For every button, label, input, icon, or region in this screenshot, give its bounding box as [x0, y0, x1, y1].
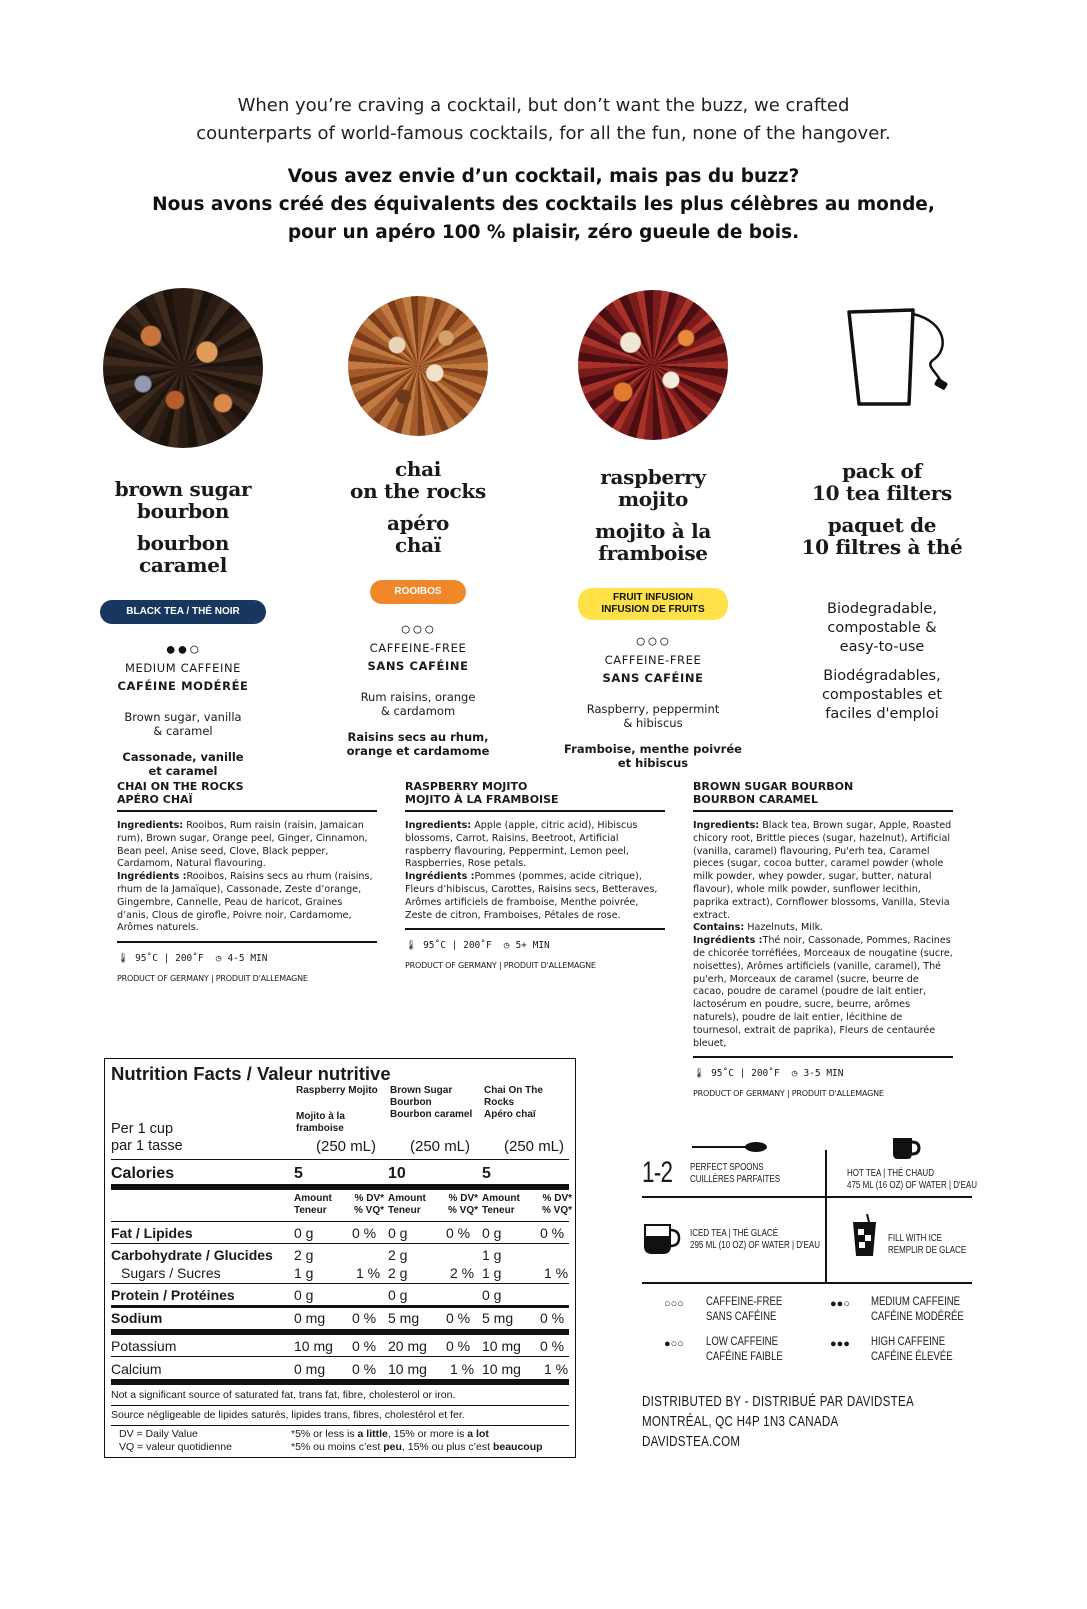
brew-bottom-divider [642, 1282, 972, 1284]
col3-fat: 0 g [482, 1225, 502, 1241]
caffeine-dots: ○○○ [635, 631, 671, 651]
intro-fr-line3: pour un apéro 100 % plaisir, zéro gueule de bois. [287, 222, 800, 243]
iced-tea-label [690, 1228, 820, 1252]
col1-carb: 2 g [294, 1247, 314, 1263]
brew-info [117, 953, 377, 964]
title-en: CHAI ON THE ROCKS [117, 780, 244, 793]
brown-sugar-bourbon-name-fr [78, 532, 288, 578]
brew-time: 5+ MIN [515, 940, 550, 952]
ingredients-en [693, 820, 953, 922]
caffeine-legend [664, 1294, 984, 1374]
legend-dots-low: ●○○ [664, 1338, 684, 1350]
chai-tea-image [348, 296, 488, 436]
name-en-line1: raspberry [600, 465, 706, 489]
name-fr-line2: framboise [598, 541, 708, 565]
legend-low-en: LOW CAFFEINE [706, 1334, 779, 1348]
brew-vertical-divider [825, 1150, 827, 1284]
iced-mug-icon [642, 1222, 682, 1256]
text-fr: Thé noir, Cassonade, Pommes, Racines de chicorée torréfiées, Morceaux de nougatine (sucre, noisettes), Arômes artificiels (vanille, caramel), Thé pu'erh, Morceaux de caramel (sucre, beurre de cacao, poudre de caramel (poudre de lait entier, lactosérum en poudre, sucre, beurre, arômes naturels), poudre de lait entier, lécithine de tournesol, extrait de paprika), Fleurs de centaurée bleuet, [693, 935, 953, 1049]
flavour-fr-line1: Cassonade, vanille [122, 750, 244, 764]
name-en-line1: brown sugar [114, 477, 252, 501]
name-en-line2: bourbon [136, 499, 230, 523]
legend-medium-fr: CAFÉINE MODÉRÉE [871, 1309, 964, 1323]
vq-note-d: beaucoup [492, 1441, 543, 1453]
col2-potassium-dv: 0 % [446, 1338, 471, 1354]
ingredients-text [117, 820, 377, 943]
ice-line2: REMPLIR DE GLACE [888, 1245, 967, 1256]
legend-high-en: HIGH CAFFEINE [871, 1334, 946, 1348]
legend-free-en: CAFFEINE-FREE [706, 1294, 783, 1308]
intro-french [0, 163, 1087, 247]
vq-note-c: , 15% ou plus c’est [401, 1441, 493, 1453]
col3-calories: 5 [482, 1165, 491, 1182]
desc-fr-line2: compostables et [821, 687, 943, 703]
tea-filter-svg [837, 300, 957, 420]
name-en-line1: pack of [842, 459, 922, 483]
black-tea-badge: BLACK TEA / THÉ NOIR [100, 600, 266, 624]
ingredients-en [117, 820, 377, 871]
brew-temp: 95˚C | 200˚F [711, 1068, 780, 1080]
amount-fr: Teneur [294, 1205, 327, 1216]
dv-en: % DV* [448, 1193, 478, 1204]
col2-fat-dv: 0 % [446, 1225, 471, 1241]
name-fr-line1: paquet de [827, 513, 937, 537]
name-en-line2: on the rocks [350, 479, 486, 503]
col3-name-fr: Apéro chaï [484, 1109, 536, 1120]
chai-name-fr [313, 512, 523, 558]
hot-line1: HOT TEA | THÉ CHAUD [847, 1168, 934, 1179]
ingredients-fr [405, 871, 665, 922]
fruit-infusion-badge [578, 588, 728, 620]
legend-free-fr: SANS CAFÉINE [706, 1309, 777, 1323]
col2-calcium-dv: 1 % [450, 1361, 475, 1377]
legend-free [706, 1294, 782, 1324]
ingredients-fr [693, 935, 953, 1050]
ingredients-text [693, 820, 953, 1058]
col3-potassium: 10 mg [482, 1338, 521, 1354]
amount-fr: Teneur [482, 1205, 515, 1216]
origin: PRODUCT OF GERMANY | PRODUIT D'ALLEMAGNE [405, 961, 596, 971]
caffeine-fr: SANS CAFÉINE [367, 659, 469, 673]
origin: PRODUCT OF GERMANY | PRODUIT D'ALLEMAGNE [693, 1089, 884, 1099]
col1-name-fr2: framboise [296, 1123, 344, 1134]
ingredients-raspberry-mojito [405, 780, 665, 970]
col3-potassium-dv: 0 % [540, 1338, 565, 1354]
flavour-en [78, 710, 288, 738]
title-fr: BOURBON CARAMEL [693, 793, 818, 806]
product-raspberry-mojito [548, 278, 758, 770]
col1-serving: (250 mL) [316, 1138, 377, 1155]
desc-en-line2: compostable & [827, 620, 937, 636]
col1-potassium-dv: 0 % [352, 1338, 377, 1354]
flavour-en [313, 690, 523, 718]
spoons-label [690, 1162, 780, 1186]
col1-sugar: 1 g [294, 1265, 314, 1281]
flavour-fr-line2: et caramel [148, 764, 218, 778]
raspberry-mojito-tea-image [578, 290, 728, 440]
title-en: RASPBERRY MOJITO [405, 780, 528, 793]
thermometer-icon: 🌡 [117, 953, 130, 965]
per-fr: par 1 tasse [111, 1138, 183, 1154]
ingredients-brown-sugar-bourbon [693, 780, 953, 1098]
flavour-en-line2: & cardamom [380, 704, 456, 718]
col2-calcium: 10 mg [388, 1361, 427, 1377]
tea-filters-name-en [777, 460, 987, 506]
text-fr: Pommes (pommes, acide citrique), Fleurs d’hibiscus, Carottes, Raisins secs, Betteraves, Arômes artificiels de framboise, Menthe poivrée, Zeste de citron, Framboises, Pétales de rose. [405, 871, 658, 921]
caffeine-en: CAFFEINE-FREE [604, 653, 702, 667]
col3-amount-header [482, 1193, 576, 1217]
dv-notes [291, 1428, 543, 1454]
nutrition-facts-table [104, 1058, 576, 1458]
col2-name-fr: Bourbon caramel [390, 1109, 473, 1120]
ingredients-title [117, 780, 377, 812]
flavour-fr-line1: Framboise, menthe poivrée [564, 742, 742, 756]
amount-en: Amount [294, 1193, 332, 1204]
rooibos-badge: ROOIBOS [370, 580, 466, 604]
flavour-en [548, 702, 758, 730]
flavour-en-line1: Raspberry, peppermint [586, 702, 720, 716]
distributor-line1: DISTRIBUTED BY - DISTRIBUÉ PAR DAVIDSTEA [642, 1394, 914, 1410]
legend-low [706, 1334, 783, 1364]
timer-icon: ◷ [503, 940, 510, 952]
dv-note-c: , 15% or more is [387, 1428, 468, 1440]
dv-en: % DV* [542, 1193, 572, 1204]
product-brown-sugar-bourbon [78, 278, 288, 778]
caffeine-en: MEDIUM CAFFEINE [124, 661, 242, 675]
name-en-line2: 10 tea filters [811, 481, 953, 505]
text-en: Black tea, Brown sugar, Apple, Roasted chicory root, Brittle pieces (sugar, hazelnut), Artificial (vanilla, caramel) flavouring, Pu'erh tea, Caramel pieces (sugar, cocoa butter, caramel powder (whole milk powder, whey powder, sugar, butter, natural flavour), whole milk powder, sunflower lecithin, paprika extract), Cornflower blossoms, Vanilla, Stevia extract. [693, 820, 952, 921]
col2-amount-header [388, 1193, 482, 1217]
col2-carb: 2 g [388, 1247, 408, 1263]
label-fr: Ingrédients : [693, 935, 763, 947]
ice-glass-icon [850, 1214, 880, 1258]
brew-time: 4-5 MIN [227, 953, 268, 965]
col3-sodium: 5 mg [482, 1310, 514, 1326]
flavour-fr-line1: Raisins secs au rhum, [347, 730, 489, 744]
text-fr: Rooibos, Raisins secs au rhum (raisins, rhum de la Jamaïque), Cassonade, Zeste d’orange, Gingembre, Cannelle, Peau de haricot, Graines d’anis, Clous de girofle, Poivre noir, Cardamome, Arômes naturels. [117, 871, 373, 934]
ingredients-fr [117, 871, 377, 935]
spoons-fr: CUILLÈRES PARFAITES [690, 1174, 781, 1185]
fill-ice-label [888, 1233, 966, 1257]
dv-fr: % VQ* [447, 1205, 478, 1216]
raspberry-mojito-name-fr [548, 520, 758, 566]
caffeine-fr: CAFÉINE MODÉRÉE [117, 679, 249, 693]
name-fr-line1: bourbon [136, 531, 230, 555]
flavour-en-line2: & hibiscus [623, 716, 683, 730]
sugar-label: Sugars / Sucres [121, 1265, 221, 1281]
distributor-info [642, 1392, 914, 1452]
col1-potassium: 10 mg [294, 1338, 333, 1354]
flavour-en-line1: Brown sugar, vanilla [124, 710, 242, 724]
col1-fat: 0 g [294, 1225, 314, 1241]
col2-sodium-dv: 0 % [446, 1310, 471, 1326]
col3-carb: 1 g [482, 1247, 502, 1263]
ingredients-title [405, 780, 665, 812]
timer-icon: ◷ [791, 1068, 798, 1080]
protein-label: Protein / Protéines [111, 1287, 235, 1303]
divider [111, 1305, 569, 1308]
note-en: Not a significant source of saturated fat, trans fat, fibre, cholesterol or iron. [111, 1389, 456, 1401]
col3-sodium-dv: 0 % [540, 1310, 565, 1326]
title-fr: APÉRO CHAÏ [117, 793, 193, 806]
text-contains: Hazelnuts, Milk. [747, 922, 824, 934]
dv-en: % DV* [354, 1193, 384, 1204]
sodium-label: Sodium [111, 1310, 163, 1326]
flavour-fr [548, 742, 758, 770]
chai-name-en [313, 458, 523, 504]
col1-protein: 0 g [294, 1287, 314, 1303]
col2-serving: (250 mL) [410, 1138, 471, 1155]
desc-en-line1: Biodegradable, [827, 601, 937, 617]
col2-fat: 0 g [388, 1225, 408, 1241]
legend-low-fr: CAFÉINE FAIBLE [706, 1349, 783, 1363]
intro-fr-line2: Nous avons créé des équivalents des cocktails les plus célèbres au monde, [152, 194, 935, 215]
col2-protein: 0 g [388, 1287, 408, 1303]
name-fr-line2: 10 filtres à thé [801, 535, 963, 559]
text-en: Apple (apple, citric acid), Hibiscus blossoms, Carrot, Raisins, Beetroot, Artificial raspberry flavouring, Peppermint, Lemon peel, Raspberries, Rose petals. [405, 820, 638, 870]
dv-note-en [291, 1428, 543, 1441]
divider [111, 1283, 569, 1284]
carb-label: Carbohydrate / Glucides [111, 1247, 273, 1263]
thick-divider [111, 1329, 569, 1335]
label-en: Ingredients: [117, 820, 184, 831]
calories-label: Calories [111, 1165, 175, 1182]
caffeine-fr: SANS CAFÉINE [602, 671, 704, 685]
divider [111, 1356, 569, 1357]
divider [111, 1221, 569, 1222]
flavour-fr-line2: et hibiscus [617, 756, 689, 770]
title-fr: MOJITO À LA FRAMBOISE [405, 793, 559, 806]
col2-calories: 10 [388, 1165, 406, 1182]
legend-medium-en: MEDIUM CAFFEINE [871, 1294, 961, 1308]
legend-medium [871, 1294, 964, 1324]
desc-fr-line3: faciles d'emploi [825, 706, 939, 722]
label-fr: Ingrédients : [117, 871, 187, 883]
timer-icon: ◷ [215, 953, 222, 965]
col1-calcium: 0 mg [294, 1361, 326, 1377]
iced-line2: 295 ML (10 OZ) OF WATER | D'EAU [690, 1240, 820, 1251]
col3-calcium: 10 mg [482, 1361, 521, 1377]
name-en-line2: mojito [617, 487, 689, 511]
legend-high [871, 1334, 953, 1364]
divider [111, 1243, 569, 1244]
flavour-en-line2: & caramel [153, 724, 213, 738]
col1-calories: 5 [294, 1165, 303, 1182]
name-en-line1: chai [394, 457, 442, 481]
intro-fr-line1: Vous avez envie d’un cocktail, mais pas du buzz? [287, 166, 800, 187]
badge-line1: FRUIT INFUSION [613, 592, 693, 603]
thermometer-icon: 🌡 [693, 1068, 706, 1080]
spoons-en: PERFECT SPOONS [690, 1162, 764, 1173]
dv-definitions [119, 1428, 232, 1454]
col3-sugar-dv: 1 % [544, 1265, 569, 1281]
product-chai-on-the-rocks [313, 278, 523, 758]
col2-sugar-dv: 2 % [450, 1265, 475, 1281]
ingredients-text [405, 820, 665, 930]
col2-sodium: 5 mg [388, 1310, 420, 1326]
divider [111, 1405, 569, 1406]
col1-sodium: 0 mg [294, 1310, 326, 1326]
col1-amount-header [294, 1193, 388, 1217]
text-en: Rooibos, Rum raisin (raisin, Jamaican rum), Brown sugar, Orange peel, Ginger, Cinnamon, Bean peel, Anise seed, Clove, Black pepper, Cardamom, Natural flavouring. [117, 820, 368, 870]
col2-name-en2: Bourbon [390, 1097, 432, 1108]
hot-line2: 475 ML (16 OZ) OF WATER | D'EAU [847, 1180, 977, 1191]
ingredients-contains [693, 922, 953, 935]
divider [111, 1425, 569, 1426]
thermometer-icon: 🌡 [405, 940, 418, 952]
brew-info [693, 1068, 953, 1079]
note-fr: Source négligeable de lipides saturés, lipides trans, fibres, cholestérol et fer. [111, 1409, 465, 1421]
caffeine-dots: ●●○ [165, 639, 201, 659]
divider [111, 1159, 569, 1160]
thick-divider [111, 1184, 569, 1190]
ice-line1: FILL WITH ICE [888, 1233, 942, 1244]
dv-fr: % VQ* [541, 1205, 572, 1216]
hot-mug-icon [890, 1132, 922, 1162]
col3-name-en1: Chai On The [484, 1085, 543, 1096]
tea-filters-desc-en [777, 600, 987, 657]
legend-high-fr: CAFÉINE ÉLEVÉE [871, 1349, 953, 1363]
serving-label [111, 1121, 183, 1155]
brew-horizontal-divider [642, 1196, 972, 1198]
col3-protein: 0 g [482, 1287, 502, 1303]
title-en: BROWN SUGAR BOURBON [693, 780, 854, 793]
label-en: Ingredients: [405, 820, 472, 831]
desc-fr-line1: Biodégradables, [823, 668, 941, 684]
brown-sugar-bourbon-name-en [78, 478, 288, 524]
name-fr-line2: chaï [394, 533, 442, 557]
col2-sugar: 2 g [388, 1265, 408, 1281]
brew-temp: 95˚C | 200˚F [135, 953, 204, 965]
spoons-count: 1-2 [642, 1156, 673, 1189]
dv-fr: % VQ* [353, 1205, 384, 1216]
origin: PRODUCT OF GERMANY | PRODUIT D'ALLEMAGNE [117, 974, 308, 984]
brew-time: 3-5 MIN [803, 1068, 844, 1080]
potassium-label: Potassium [111, 1338, 177, 1354]
col1-name-en: Raspberry Mojito [296, 1085, 378, 1096]
col3-serving: (250 mL) [504, 1138, 565, 1155]
col1-sodium-dv: 0 % [352, 1310, 377, 1326]
label-fr: Ingrédients : [405, 871, 475, 883]
ingredients-en [405, 820, 665, 871]
dv-note-d: a lot [467, 1428, 489, 1440]
name-fr-line1: mojito à la [594, 519, 712, 543]
flavour-fr-line2: orange et cardamome [346, 744, 490, 758]
flavour-fr [313, 730, 523, 758]
raspberry-mojito-name-en [548, 466, 758, 512]
legend-dots-free: ○○○ [664, 1298, 684, 1310]
col1-calcium-dv: 0 % [352, 1361, 377, 1377]
spoon-icon [690, 1140, 770, 1154]
caffeine-dots: ○○○ [400, 619, 436, 639]
col3-fat-dv: 0 % [540, 1225, 565, 1241]
brew-info [405, 940, 665, 951]
nutrition-title: Nutrition Facts / Valeur nutritive [111, 1063, 391, 1084]
label-en: Ingredients: [693, 820, 760, 831]
intro-english [0, 92, 1087, 148]
col3-header [484, 1085, 576, 1121]
label-contains: Contains: [693, 922, 745, 934]
tea-filters-desc-fr [777, 667, 987, 724]
fat-label: Fat / Lipides [111, 1225, 193, 1241]
flavour-en-line1: Rum raisins, orange [360, 690, 476, 704]
caffeine-en: CAFFEINE-FREE [369, 641, 467, 655]
col2-header [390, 1085, 482, 1121]
dv-def: DV = Daily Value [119, 1428, 198, 1440]
distributor-website-link[interactable]: DAVIDSTEA.COM [642, 1434, 741, 1450]
ingredients-title [693, 780, 953, 812]
dv-note-b: a little [357, 1428, 388, 1440]
dv-note-a: *5% or less is [291, 1428, 358, 1440]
name-fr-line2: caramel [138, 553, 228, 577]
iced-line1: ICED TEA | THÉ GLACÉ [690, 1228, 779, 1239]
col3-calcium-dv: 1 % [544, 1361, 569, 1377]
desc-en-line3: easy-to-use [839, 639, 925, 655]
amount-fr: Teneur [388, 1205, 421, 1216]
flavour-fr [78, 750, 288, 778]
badge-line2: INFUSION DE FRUITS [601, 604, 705, 615]
col1-sugar-dv: 1 % [356, 1265, 381, 1281]
col1-header [296, 1085, 388, 1135]
col2-name-en1: Brown Sugar [390, 1085, 453, 1096]
brew-temp: 95˚C | 200˚F [423, 940, 492, 952]
col3-sugar: 1 g [482, 1265, 502, 1281]
dv-note-fr [291, 1441, 543, 1454]
amount-en: Amount [388, 1193, 426, 1204]
amount-en: Amount [482, 1193, 520, 1204]
col3-name-en2: Rocks [484, 1097, 515, 1108]
name-fr-line1: apéro [386, 511, 450, 535]
intro-en-line2: counterparts of world-famous cocktails, for all the fun, none of the hangover. [196, 123, 891, 144]
col1-name-fr1: Mojito à la [296, 1111, 345, 1122]
vq-note-a: *5% ou moins c’est [291, 1441, 384, 1453]
calcium-label: Calcium [111, 1361, 162, 1377]
thick-divider [111, 1379, 569, 1385]
per-en: Per 1 cup [111, 1121, 174, 1137]
distributor-line2: MONTRÉAL, QC H4P 1N3 CANADA [642, 1414, 839, 1430]
hot-tea-label [847, 1168, 977, 1192]
brewing-guide [642, 1130, 977, 1285]
tea-filter-icon [777, 278, 987, 448]
brown-sugar-bourbon-tea-image [103, 288, 263, 448]
legend-dots-medium: ●●○ [830, 1298, 850, 1310]
vq-note-b: peu [383, 1441, 402, 1453]
ingredients-chai [117, 780, 377, 983]
intro-en-line1: When you’re craving a cocktail, but don’t want the buzz, we crafted [237, 95, 850, 116]
legend-dots-high: ●●● [830, 1338, 850, 1350]
vq-def: VQ = valeur quotidienne [119, 1441, 232, 1453]
col1-fat-dv: 0 % [352, 1225, 377, 1241]
tea-filters-name-fr [777, 514, 987, 560]
product-tea-filters [777, 278, 987, 724]
col2-potassium: 20 mg [388, 1338, 427, 1354]
